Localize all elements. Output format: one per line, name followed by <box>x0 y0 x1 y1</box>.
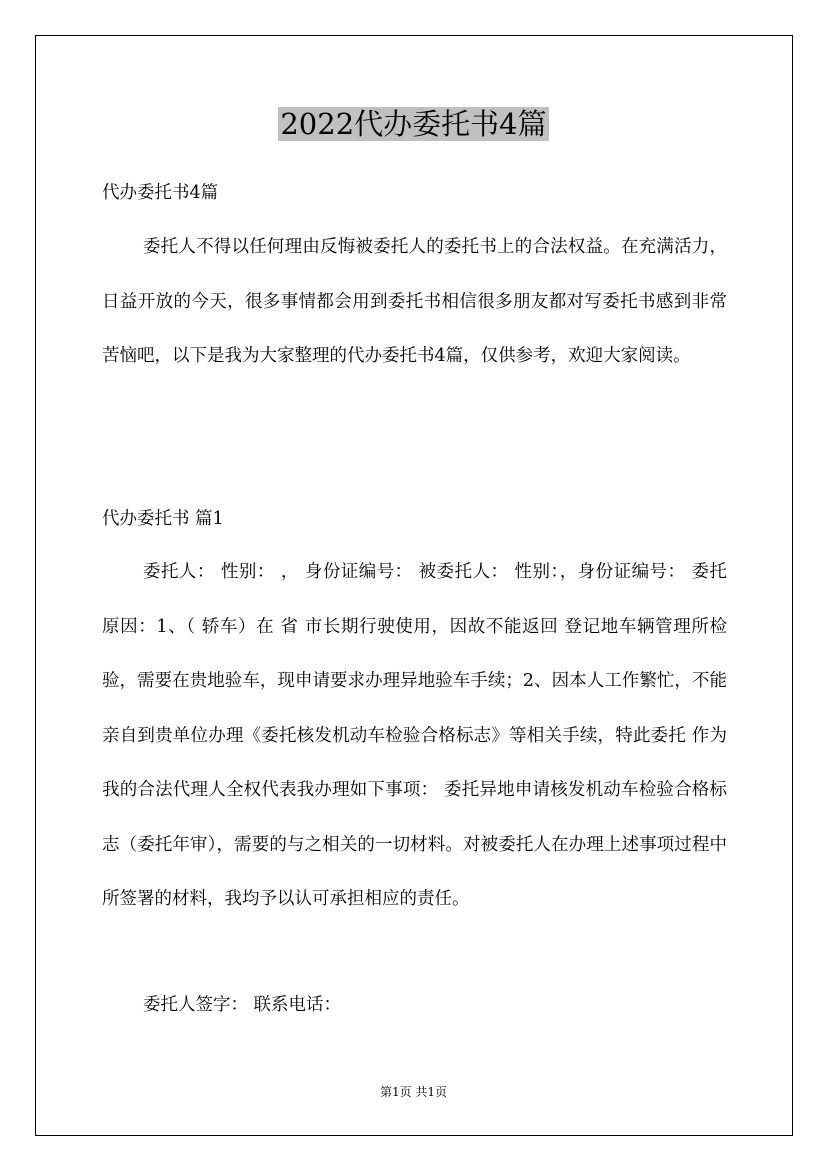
section-heading-1: 代办委托书 篇1 <box>102 509 224 529</box>
page-footer: 第1页 共1页 <box>379 1085 448 1099</box>
document-subtitle: 代办委托书4篇 <box>102 183 219 203</box>
section-1-body: 委托人： 性别： ， 身份证编号： 被委托人： 性别：，身份证编号： 委托原因：1、（ 轿车）在 省 市长期行驶使用，因故不能返回 登记地车辆管理所检验，需要在贵地验车，现申请要求办理异地验车手续；2、因本人工作繁忙，不能亲自到贵单位办理《委托核发机动车检验合格标志》等相关手续，特此委托 作为我的合法代理人全权代表我办理如下事项： 委托异地申请核发机动车检验合格标志（委托年审），需要的与之相关的一切材料。对被委托人在办理上述事项过程中所签署的材料，我均予以认可承担相应的责任。 <box>102 562 727 909</box>
title-text: 2022代办委托书4篇 <box>280 107 547 141</box>
document-title <box>0 104 827 144</box>
intro-paragraph: 委托人不得以任何理由反悔被委托人的委托书上的合法权益。在充满活力，日益开放的今天，很多事情都会用到委托书相信很多朋友都对写委托书感到非常苦恼吧，以下是我为大家整理的代办委托书4篇，仅供参考，欢迎大家阅读。 <box>102 237 727 366</box>
signature-line: 委托人签字： 联系电话： <box>143 995 342 1015</box>
